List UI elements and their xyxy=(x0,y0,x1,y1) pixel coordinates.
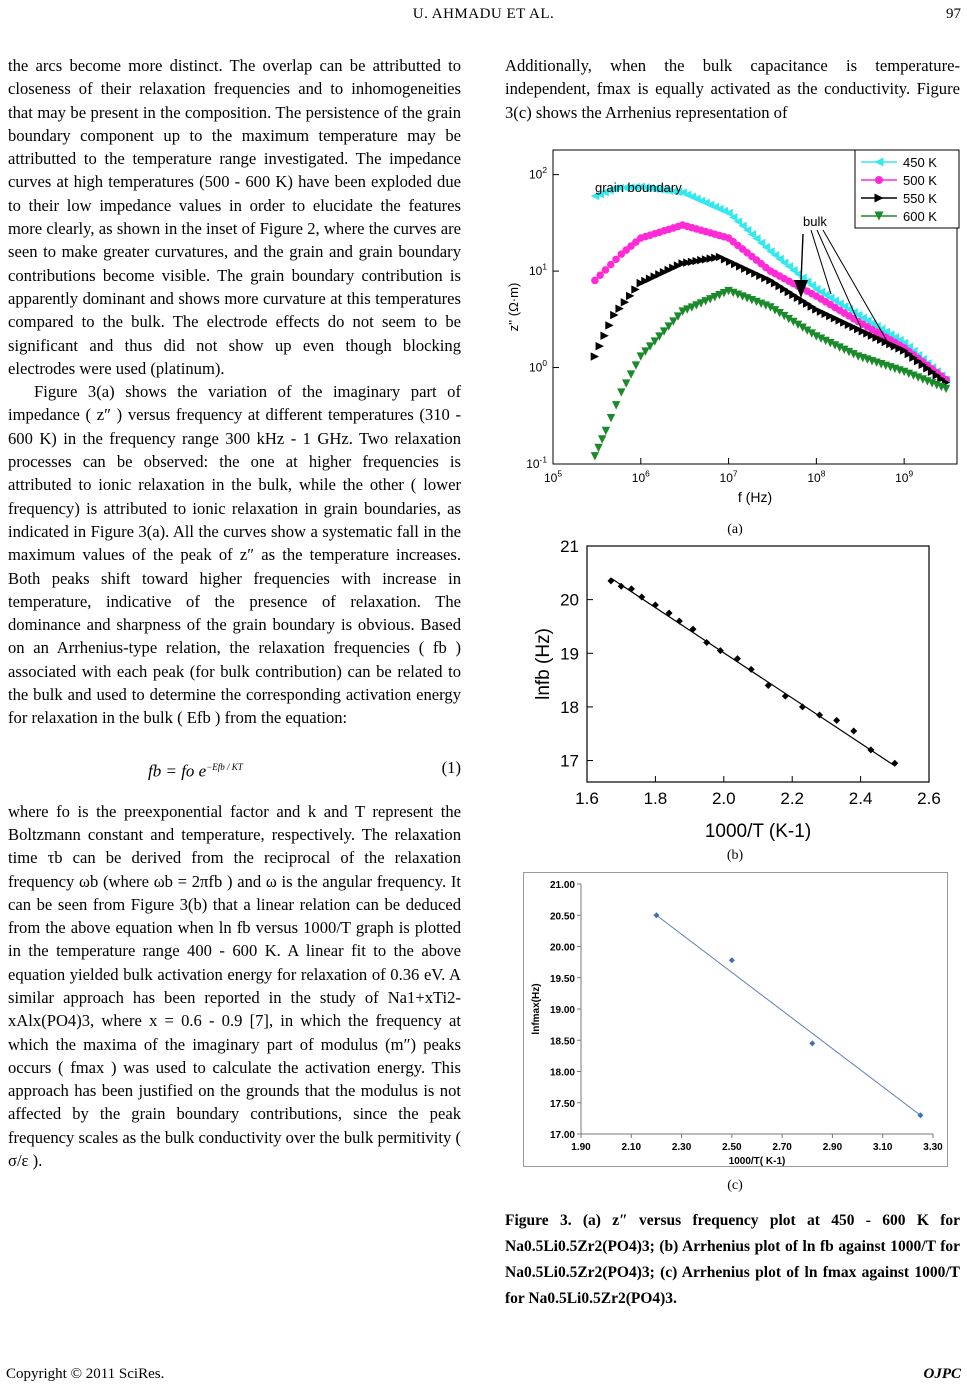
series-3-marker xyxy=(621,298,629,306)
data-point xyxy=(850,728,857,735)
right-column xyxy=(505,54,960,124)
x-tick-label: 2.10 xyxy=(621,1142,642,1153)
x-tick-label: 3.30 xyxy=(923,1142,943,1153)
data-point xyxy=(628,585,635,592)
footer-journal: OJPC xyxy=(923,1366,961,1382)
y-tick-label: 20.00 xyxy=(549,942,575,954)
right-paragraph-1: Additionally, when the bulk capacitance is temperature-independent, fmax is equally activated as the conductivity. Figure 3(c) shows the Arrhenius representation of xyxy=(505,56,960,122)
x-tick-label: 2.6 xyxy=(917,789,941,808)
data-point xyxy=(734,655,741,662)
y-tick-label: 21.00 xyxy=(549,880,575,891)
legend-label: 500 K xyxy=(903,173,937,188)
x-tick-label: $10^7$ xyxy=(719,468,738,485)
series-4-marker xyxy=(598,435,606,443)
series-4-marker xyxy=(622,379,630,387)
series-4-marker xyxy=(594,444,602,452)
data-point xyxy=(676,618,683,625)
legend-label: 550 K xyxy=(903,191,937,206)
left-column xyxy=(8,54,461,1172)
chart-border xyxy=(524,873,948,1167)
x-tick-label: 3.10 xyxy=(872,1142,893,1153)
x-tick-label: 2.2 xyxy=(780,789,805,808)
footer-copyright: Copyright © 2011 SciRes. xyxy=(6,1366,165,1382)
data-point xyxy=(748,666,755,673)
data-point xyxy=(833,717,840,724)
page-number: 97 xyxy=(946,6,961,22)
y-tick-label: 18 xyxy=(560,697,579,717)
y-tick-label: 17.50 xyxy=(549,1098,575,1110)
figure-3b-letter: (b) xyxy=(726,848,744,863)
x-tick-label: 1.6 xyxy=(575,789,599,808)
figure-3c-letter: (c) xyxy=(727,1178,743,1193)
y-axis-label: lnfmax(Hz) xyxy=(531,983,542,1035)
y-tick-label: 19 xyxy=(560,644,579,664)
x-tick-label: $10^5$ xyxy=(543,468,563,485)
annotation-bulk: bulk xyxy=(803,214,827,229)
page-header xyxy=(0,6,967,30)
series-4-marker xyxy=(617,388,625,396)
y-tick-label: 20.50 xyxy=(549,911,575,923)
series-4-marker xyxy=(607,414,615,422)
y-tick-label: 20 xyxy=(560,590,579,610)
running-title: U. AHMADU ET AL. xyxy=(412,6,555,22)
x-tick-label: 1.90 xyxy=(571,1142,591,1153)
figure-3b-chart xyxy=(527,540,947,842)
y-tick-label: $10^0$ xyxy=(528,358,547,375)
left-paragraph-3: where fo is the preexponential factor and k and T represent the Boltzmann constant and temperature, respectively. The relaxation time τb can be derived from the reciprocal of the relaxation frequency ωb (where ωb = 2πfb ) and ω is the angular frequency. It can be seen from Figure 3(b) that a linear relation can be deduced from the above equation when ln fb versus 1000/T graph is plotted in the temperature range 400 - 600 K. A linear fit to the above equation yielded bulk activation energy for relaxation of 0.36 eV. A similar approach has been reported in the study of Na1+xTi2-xAlx(PO4)3, where x = 0.6 - 0.9 [7], in which the frequency at which the maxima of the imaginary part of modulus (m″) peaks occurs ( fmax ) was used to calculate the activation energy. This approach has been justified on the grounds that the modulus is not affected by the grain boundary contributions, since the peak frequency scales as the bulk conductivity over the bulk permitivity ( σ/ε ). xyxy=(8,801,461,1171)
y-tick-label: 18.00 xyxy=(549,1067,575,1079)
x-axis-label: f (Hz) xyxy=(737,489,773,505)
data-point xyxy=(638,593,645,600)
annotation-grain-boundary: grain boundary xyxy=(595,180,682,195)
x-tick-label: 2.4 xyxy=(848,789,873,808)
left-paragraph-2: Figure 3(a) shows the variation of the imaginary part of impedance ( z″ ) versus frequency at different temperatures (310 - 600 K) in the frequency range 300 kHz - 1 GHz. Two relaxation processes can be observed: the one at higher frequencies is attributed to ionic relaxation in the bulk, while the other ( lower frequency) is attributed to ionic relaxation in grain boundaries, as indicated in Figure 3(a). All the curves show a systematic fall in the maximum values of the peak of z″ as the temperature increases. Both peaks shift toward higher frequencies with increase in temperature, indicative of the presence of relaxation. The dominance and sharpness of the grain boundary is obvious. Based on an Arrhenius-type relation, the relaxation frequencies ( fb ) associated with each peak (for bulk contribution) can be related to the bulk and used to determine the corresponding activation energy for relaxation in the bulk ( Efb ) from the equation: xyxy=(8,382,461,728)
series-4-marker xyxy=(602,427,610,435)
x-tick-label: 2.50 xyxy=(722,1142,742,1153)
data-point xyxy=(717,647,724,654)
y-tick-label: 17 xyxy=(560,751,579,771)
y-tick-label: 19.00 xyxy=(549,1005,575,1016)
x-axis-label: 1000/T( K-1) xyxy=(728,1156,786,1167)
series-3-marker xyxy=(631,285,639,293)
y-tick-label: $10^2$ xyxy=(528,165,547,182)
x-tick-label: $10^9$ xyxy=(895,468,914,485)
y-axis-label: lnfb (Hz) xyxy=(533,628,554,700)
data-point xyxy=(690,626,697,633)
data-point xyxy=(891,760,898,767)
data-point xyxy=(607,577,614,584)
series-3-marker xyxy=(610,311,618,319)
y-tick-label: 17.00 xyxy=(549,1130,575,1141)
data-point xyxy=(799,703,806,710)
legend-marker xyxy=(875,176,883,184)
figure-3a-letter: (a) xyxy=(727,522,743,537)
series-4-marker xyxy=(591,452,599,460)
y-tick-label: $10^{-1}$ xyxy=(526,454,547,471)
left-paragraph-1: the arcs become more distinct. The overlap can be attributted to closeness of their relaxation frequencies and to inhomogeneities that may be present in the composition. The persistence of the grain boundary component up to the maximum temperature may be attributted to the temperature range investigated. The impedance curves at high temperatures (500 - 600 K) have been exploded due to their low impedance values in order to elucidate the features more clearly, as shown in the inset of Figure 2, where the curves are seen to make greater curvatures, and the grain and grain boundary contributions become visible. The grain boundary contribution is apparently dominant and shows more curvature at this temperatures compared to the bulk. The electrode effects do not seem to be significant and thus did not show up even though blocking electrodes were used (platinum). xyxy=(8,56,461,378)
series-3-marker xyxy=(600,332,608,340)
data-point xyxy=(652,602,659,609)
y-tick-label: $10^1$ xyxy=(528,261,547,279)
legend-label: 450 K xyxy=(903,155,937,170)
series-3-marker xyxy=(591,352,599,360)
equation-exponent: −Efb / KT xyxy=(206,761,243,772)
x-tick-label: 1.8 xyxy=(643,789,668,808)
series-4-marker xyxy=(612,401,620,409)
series-3-marker xyxy=(615,304,623,312)
y-tick-label: 21 xyxy=(560,540,579,556)
legend-label: 600 K xyxy=(903,209,937,224)
figure-caption: Figure 3. (a) z″ versus frequency plot at 450 - 600 K for Na0.5Li0.5Zr2(PO4)3; (b) Arrhenius plot of ln fb against 1000/T for Na0.5Li0.5Zr2(PO4)3; (c) Arrhenius plot of ln fmax against 1000/T for Na0.5Li0.5Zr2(PO4)3. xyxy=(505,1212,960,1307)
x-tick-label: $10^6$ xyxy=(631,468,650,485)
figure-3a-chart xyxy=(505,142,965,507)
series-3-marker xyxy=(605,321,613,329)
x-tick-label: 2.0 xyxy=(711,789,736,808)
x-tick-label: 2.70 xyxy=(772,1142,792,1153)
equation-1 xyxy=(8,736,461,792)
x-tick-label: 2.90 xyxy=(822,1142,843,1153)
series-4-marker xyxy=(632,361,640,369)
series-4-marker xyxy=(627,370,635,378)
x-axis-label: 1000/T (K-1) xyxy=(704,821,812,842)
equation-number: (1) xyxy=(441,757,461,777)
y-tick-label: 19.50 xyxy=(549,973,575,985)
y-tick-label: 18.50 xyxy=(549,1036,575,1048)
series-3-marker xyxy=(626,292,634,300)
x-tick-label: 2.30 xyxy=(671,1142,692,1153)
series-4-marker xyxy=(637,352,645,360)
x-tick-label: $10^8$ xyxy=(807,468,826,485)
series-4-marker xyxy=(942,385,950,393)
data-point xyxy=(782,693,789,700)
y-axis-label: z'' (Ω·m) xyxy=(506,282,521,332)
data-point xyxy=(765,682,772,689)
series-3-marker xyxy=(596,342,604,350)
equation-formula: fb = fo $e^{-Efb / KT}$ xyxy=(148,761,243,781)
figure-3c-chart xyxy=(523,872,948,1167)
bulk-arrow xyxy=(801,234,803,282)
plot-frame xyxy=(587,546,929,782)
